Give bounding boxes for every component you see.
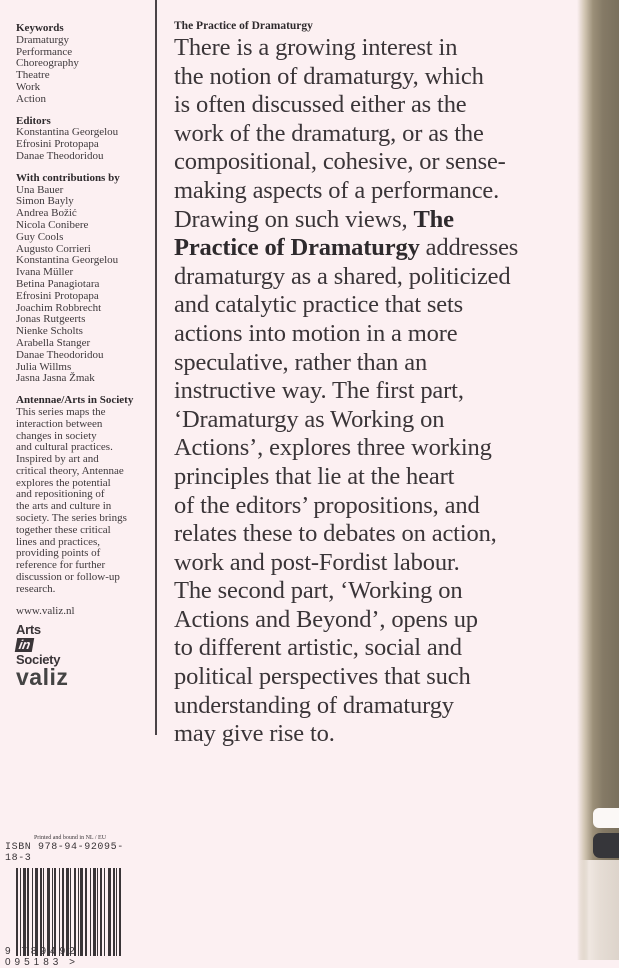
blurb-text (174, 34, 574, 749)
contributor-name: Julia Willms (16, 360, 72, 373)
editors-section (16, 116, 151, 163)
series-heading: Antennae/Arts in Society (16, 394, 134, 407)
editors-heading: Editors (16, 114, 51, 127)
printed-in-note: Printed and bound in NL / EU (33, 835, 107, 841)
series-line: and cultural practices. (16, 441, 113, 454)
logo-line-in: in (15, 638, 34, 652)
barcode-bars (16, 868, 135, 956)
publisher-url[interactable]: www.valiz.nl (16, 604, 75, 617)
series-line: discussion or follow-up (16, 571, 120, 584)
series-section (16, 395, 151, 596)
editor-name: Danae Theodoridou (16, 149, 104, 162)
series-line: critical theory, Antennae (16, 464, 124, 477)
blurb-line: is often discussed either as the (174, 91, 467, 119)
series-line: reference for further (16, 559, 106, 572)
logo-line-arts: Arts (16, 622, 41, 638)
book-title-small: The Practice of Dramaturgy (174, 20, 313, 32)
series-line: the arts and culture in (16, 500, 112, 513)
keyword-item: Choreography (16, 57, 79, 70)
blurb-line: understanding of dramaturgy (174, 691, 454, 719)
blurb-line: principles that lie at the heart (174, 462, 455, 490)
blurb-line: may give rise to. (174, 720, 335, 748)
contributor-name: Konstantina Georgelou (16, 254, 119, 267)
contributor-name: Nicola Conibere (16, 218, 89, 231)
barcode-block (5, 835, 135, 968)
blurb-line: instructive way. The first part, (174, 377, 464, 405)
keywords-section (16, 23, 151, 106)
contributor-name: Simon Bayly (16, 195, 74, 208)
contributor-name: Joachim Robbrecht (16, 301, 102, 314)
arts-in-society-logo (16, 623, 151, 667)
series-line: providing points of (16, 547, 101, 560)
keyword-item: Theatre (16, 69, 50, 82)
contributor-name: Nienke Scholts (16, 325, 83, 338)
editor-name: Efrosini Protopapa (16, 138, 99, 151)
blurb-line: and catalytic practice that sets (174, 291, 464, 319)
series-line: changes in society (16, 429, 97, 442)
column-divider (155, 0, 157, 735)
series-line: society. The series brings (16, 512, 127, 525)
blurb-line: work of the dramaturg, or as the (174, 119, 484, 147)
blurb-line: actions into motion in a more (174, 319, 458, 347)
contributor-name: Arabella Stanger (16, 336, 91, 349)
series-line: lines and practices, (16, 535, 100, 548)
contributors-section (16, 173, 151, 385)
blurb-line: speculative, rather than an (174, 348, 428, 376)
bold-title-part: The (413, 205, 454, 233)
white-tab (593, 808, 619, 828)
blurb-line: relates these to debates on action, (174, 520, 497, 548)
contributor-name: Una Bauer (16, 183, 64, 196)
blurb-column (174, 19, 574, 749)
blurb-line (174, 206, 574, 235)
blurb-line: There is a growing interest in (174, 34, 458, 61)
keyword-item: Dramaturgy (16, 33, 69, 46)
contributor-name: Guy Cools (16, 230, 64, 243)
contributor-name: Danae Theodoridou (16, 348, 104, 361)
series-line: and repositioning of (16, 488, 105, 501)
blurb-line: compositional, cohesive, or sense- (174, 148, 506, 176)
isbn-label: ISBN 978-94-92095-18-3 (5, 842, 124, 864)
contributor-name: Efrosini Protopapa (16, 289, 99, 302)
series-line: This series maps the (16, 405, 106, 418)
blurb-line (174, 234, 574, 263)
series-line: interaction between (16, 417, 103, 430)
blurb-line: to different artistic, social and (174, 634, 462, 662)
dark-tab (593, 833, 619, 858)
series-line: explores the potential (16, 476, 111, 489)
blurb-line: dramaturgy as a shared, politicized (174, 262, 511, 290)
series-line: Inspired by art and (16, 453, 99, 466)
blurb-line: The second part, ‘Working on (174, 577, 463, 605)
book-spine-lower-edge (577, 860, 619, 960)
contributor-name: Jasna Jasna Žmak (16, 372, 95, 385)
bold-title-part: Practice of Dramaturgy (174, 234, 420, 262)
blurb-segment: Drawing on such views, (174, 205, 414, 233)
series-line: together these critical (16, 523, 111, 536)
contributor-name: Jonas Rutgeerts (16, 313, 86, 326)
contributor-name: Andrea Božić (16, 207, 77, 220)
logo-line-society: Society (16, 652, 61, 668)
editor-name: Konstantina Georgelou (16, 126, 119, 139)
blurb-segment: addresses (419, 234, 519, 262)
blurb-line: Actions and Beyond’, opens up (174, 605, 478, 633)
blurb-line: work and post-Fordist labour. (174, 548, 460, 576)
barcode-digits: 9 789492 095183 > (5, 946, 79, 968)
keywords-heading: Keywords (16, 22, 64, 34)
contributors-heading: With contributions by (16, 171, 120, 184)
keyword-item: Work (16, 80, 41, 93)
blurb-line: Actions’, explores three working (174, 434, 492, 462)
blurb-line: the notion of dramaturgy, which (174, 62, 484, 90)
left-column (16, 22, 151, 691)
blurb-line: ‘Dramaturgy as Working on (174, 405, 445, 433)
blurb-line: of the editors’ propositions, and (174, 491, 480, 519)
keyword-item: Action (16, 92, 46, 105)
blurb-line: political perspectives that such (174, 663, 471, 691)
keyword-item: Performance (16, 45, 73, 58)
valiz-logo: valiz (16, 664, 69, 691)
blurb-line: making aspects of a performance. (174, 176, 500, 204)
series-line: research. (16, 582, 56, 595)
contributor-name: Augusto Corrieri (16, 242, 91, 255)
contributor-name: Ivana Müller (16, 266, 74, 279)
contributor-name: Betina Panagiotara (16, 277, 100, 290)
